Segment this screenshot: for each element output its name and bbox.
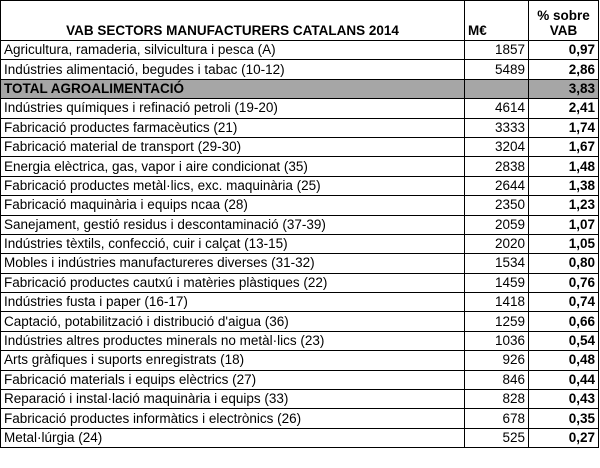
meur-value-cell: 926: [465, 351, 529, 370]
meur-value-cell: 3204: [465, 137, 529, 156]
sector-name-cell: Fabricació materials i equips elèctrics (27): [1, 370, 465, 389]
sector-name-cell: Indústries tèxtils, confecció, cuir i calçat (13-15): [1, 234, 465, 253]
column-header-pct: [529, 1, 599, 41]
table-row: [1, 60, 599, 79]
table-row: [1, 99, 599, 118]
pct-value-cell: 0,74: [529, 293, 599, 312]
table-row: [1, 312, 599, 331]
table-row: [1, 176, 599, 195]
table-row: [1, 137, 599, 156]
sector-name-cell: Metal·lúrgia (24): [1, 428, 465, 447]
pct-value-cell: 1,07: [529, 215, 599, 234]
table-row: [1, 370, 599, 389]
sector-name-cell: Reparació i instal·lació maquinària i equips (33): [1, 390, 465, 409]
meur-value-cell: 2350: [465, 196, 529, 215]
table-row: [1, 351, 599, 370]
pct-value-cell: 1,05: [529, 234, 599, 253]
table-row: [1, 196, 599, 215]
sector-name-cell: Fabricació productes metàl·lics, exc. maquinària (25): [1, 176, 465, 195]
sector-name-cell: Mobles i indústries manufactureres diverses (31-32): [1, 254, 465, 273]
sector-name-cell: Fabricació productes informàtics i electrònics (26): [1, 409, 465, 428]
meur-value-cell: 1418: [465, 293, 529, 312]
pct-value-cell: 0,97: [529, 41, 599, 60]
table-row: [1, 273, 599, 292]
meur-value-cell: 846: [465, 370, 529, 389]
meur-value-cell: 1857: [465, 41, 529, 60]
meur-value-cell: 4614: [465, 99, 529, 118]
sector-name-cell: Indústries químiques i refinació petroli (19-20): [1, 99, 465, 118]
pct-value-cell: 3,83: [529, 79, 599, 98]
meur-value-cell: [465, 79, 529, 98]
sector-name-cell: Indústries fusta i paper (16-17): [1, 293, 465, 312]
pct-value-cell: 2,41: [529, 99, 599, 118]
meur-value-cell: 1459: [465, 273, 529, 292]
meur-value-cell: 2838: [465, 157, 529, 176]
sector-name-cell: Indústries alimentació, begudes i tabac (10-12): [1, 60, 465, 79]
table-row: [1, 331, 599, 350]
pct-value-cell: 0,54: [529, 331, 599, 350]
sector-name-cell: Captació, potabilització i distribució d'aigua (36): [1, 312, 465, 331]
sector-name-cell: Fabricació material de transport (29-30): [1, 137, 465, 156]
meur-value-cell: 2020: [465, 234, 529, 253]
pct-value-cell: 2,86: [529, 60, 599, 79]
meur-value-cell: 3333: [465, 118, 529, 137]
table-row: [1, 390, 599, 409]
sector-name-cell: Fabricació maquinària i equips ncaa (28): [1, 196, 465, 215]
meur-value-cell: 525: [465, 428, 529, 447]
sector-name-cell: Arts gràfiques i suports enregistrats (18): [1, 351, 465, 370]
table-row: [1, 118, 599, 137]
pct-value-cell: 1,38: [529, 176, 599, 195]
table-row: [1, 428, 599, 447]
table-row: [1, 234, 599, 253]
sector-name-cell: Agricultura, ramaderia, silvicultura i pesca (A): [1, 41, 465, 60]
pct-value-cell: 1,67: [529, 137, 599, 156]
meur-value-cell: 1259: [465, 312, 529, 331]
table-row: [1, 293, 599, 312]
table-body: [1, 41, 599, 448]
sector-name-cell: Energia elèctrica, gas, vapor i aire condicionat (35): [1, 157, 465, 176]
pct-value-cell: 1,23: [529, 196, 599, 215]
meur-value-cell: 2644: [465, 176, 529, 195]
meur-value-cell: 2059: [465, 215, 529, 234]
sector-name-cell: TOTAL AGROALIMENTACIÓ: [1, 79, 465, 98]
meur-value-cell: 1534: [465, 254, 529, 273]
table-row: [1, 215, 599, 234]
pct-value-cell: 0,35: [529, 409, 599, 428]
table-header-row: [1, 1, 599, 41]
pct-value-cell: 0,43: [529, 390, 599, 409]
sector-name-cell: Sanejament, gestió residus i descontaminació (37-39): [1, 215, 465, 234]
pct-value-cell: 0,66: [529, 312, 599, 331]
meur-value-cell: 828: [465, 390, 529, 409]
table-row: [1, 254, 599, 273]
table-title: VAB SECTORS MANUFACTURERS CATALANS 2014: [1, 1, 465, 41]
meur-value-cell: 1036: [465, 331, 529, 350]
pct-value-cell: 0,80: [529, 254, 599, 273]
pct-value-cell: 0,44: [529, 370, 599, 389]
pct-value-cell: 0,76: [529, 273, 599, 292]
column-header-pct-line1: % sobre: [537, 8, 590, 23]
meur-value-cell: 5489: [465, 60, 529, 79]
column-header-meur: M€: [465, 1, 529, 41]
sector-name-cell: Fabricació productes farmacèutics (21): [1, 118, 465, 137]
pct-value-cell: 0,27: [529, 428, 599, 447]
table-row: [1, 157, 599, 176]
pct-value-cell: 0,48: [529, 351, 599, 370]
meur-value-cell: 678: [465, 409, 529, 428]
pct-value-cell: 1,48: [529, 157, 599, 176]
pct-value-cell: 1,74: [529, 118, 599, 137]
table-total-row: [1, 79, 599, 98]
sector-name-cell: Indústries altres productes minerals no metàl·lics (23): [1, 331, 465, 350]
column-header-pct-line2: VAB: [549, 23, 578, 38]
sector-name-cell: Fabricació productes cautxú i matèries plàstiques (22): [1, 273, 465, 292]
table-row: [1, 409, 599, 428]
table-row: [1, 41, 599, 60]
